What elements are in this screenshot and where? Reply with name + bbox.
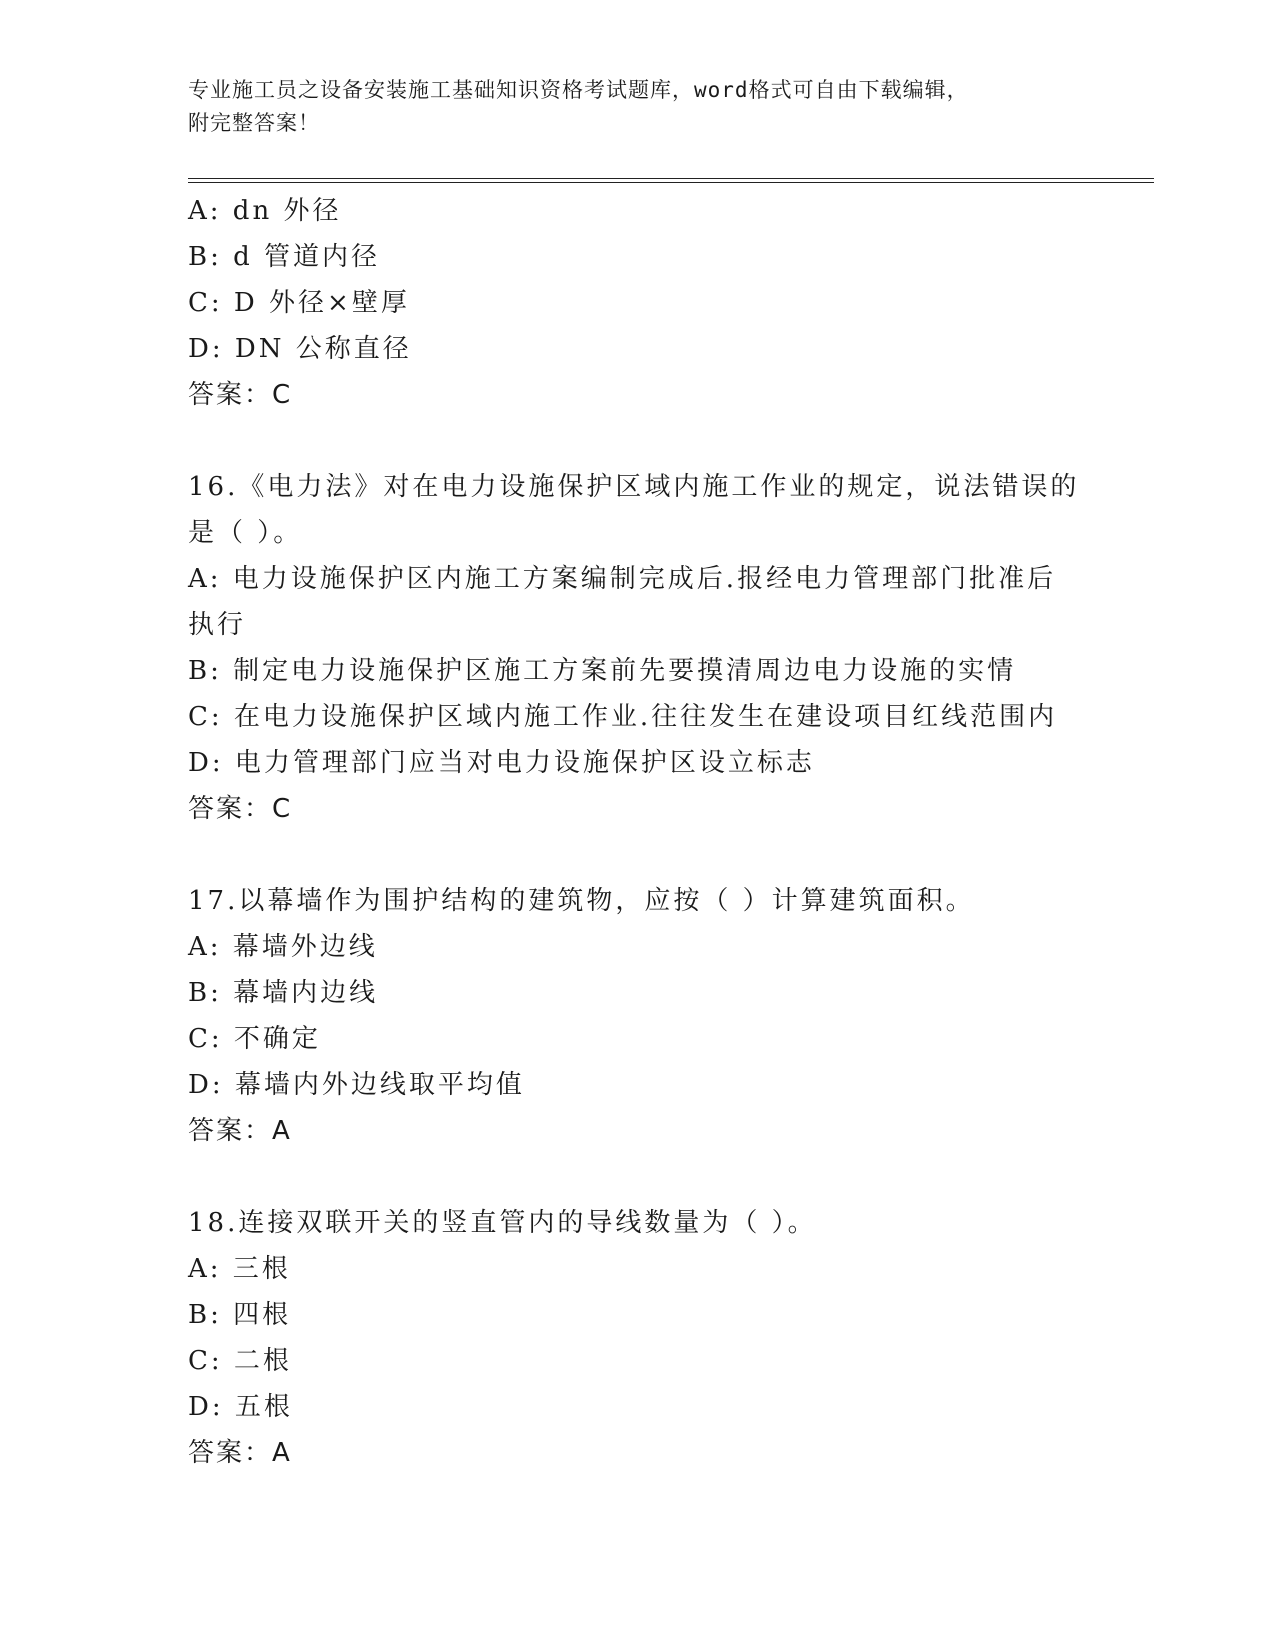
option-b: B: 四根 <box>188 1300 292 1330</box>
header-divider <box>188 178 1154 183</box>
option-b: B: 幕墙内边线 <box>188 978 379 1008</box>
option-a: A: 三根 <box>188 1254 291 1284</box>
question-stem: 16.《电力法》对在电力设施保护区域内施工作业的规定，说法错误的 <box>188 472 1080 502</box>
header-note <box>188 74 1068 140</box>
option-a: A: dn 外径 <box>188 196 342 226</box>
question-16 <box>188 464 1088 832</box>
question-18 <box>188 1200 1088 1476</box>
question-list <box>188 188 1088 1476</box>
option-d: D: 幕墙内外边线取平均值 <box>188 1070 525 1100</box>
header-note-line-1: 专业施工员之设备安装施工基础知识资格考试题库，word格式可自由下载编辑， <box>188 78 969 102</box>
option-c: C: D 外径×壁厚 <box>188 288 410 318</box>
option-a-continued: 执行 <box>188 610 247 640</box>
option-d: D: DN 公称直径 <box>188 334 412 364</box>
option-c: C: 不确定 <box>188 1024 321 1054</box>
answer-label: 答案：A <box>188 1116 292 1146</box>
option-a: A: 幕墙外边线 <box>188 932 378 962</box>
question-stem: 18.连接双联开关的竖直管内的导线数量为（ ）。 <box>188 1208 817 1238</box>
answer-label: 答案：C <box>188 794 293 824</box>
question-stem-continued: 是（ ）。 <box>188 518 303 548</box>
answer-label: 答案：A <box>188 1438 292 1468</box>
question-17 <box>188 878 1088 1154</box>
header-note-line-2: 附完整答案！ <box>188 111 320 135</box>
option-b: B: d 管道内径 <box>188 242 381 272</box>
option-a: A: 电力设施保护区内施工方案编制完成后.报经电力管理部门批准后 <box>188 564 1057 594</box>
option-d: D: 电力管理部门应当对电力设施保护区设立标志 <box>188 748 815 778</box>
answer-label: 答案：C <box>188 380 293 410</box>
option-b: B: 制定电力设施保护区施工方案前先要摸清周边电力设施的实情 <box>188 656 1017 686</box>
option-c: C: 在电力设施保护区域内施工作业.往往发生在建设项目红线范围内 <box>188 702 1058 732</box>
option-c: C: 二根 <box>188 1346 292 1376</box>
question-15 <box>188 188 1088 418</box>
option-d: D: 五根 <box>188 1392 293 1422</box>
question-stem: 17.以幕墙作为围护结构的建筑物，应按（ ）计算建筑面积。 <box>188 886 975 916</box>
